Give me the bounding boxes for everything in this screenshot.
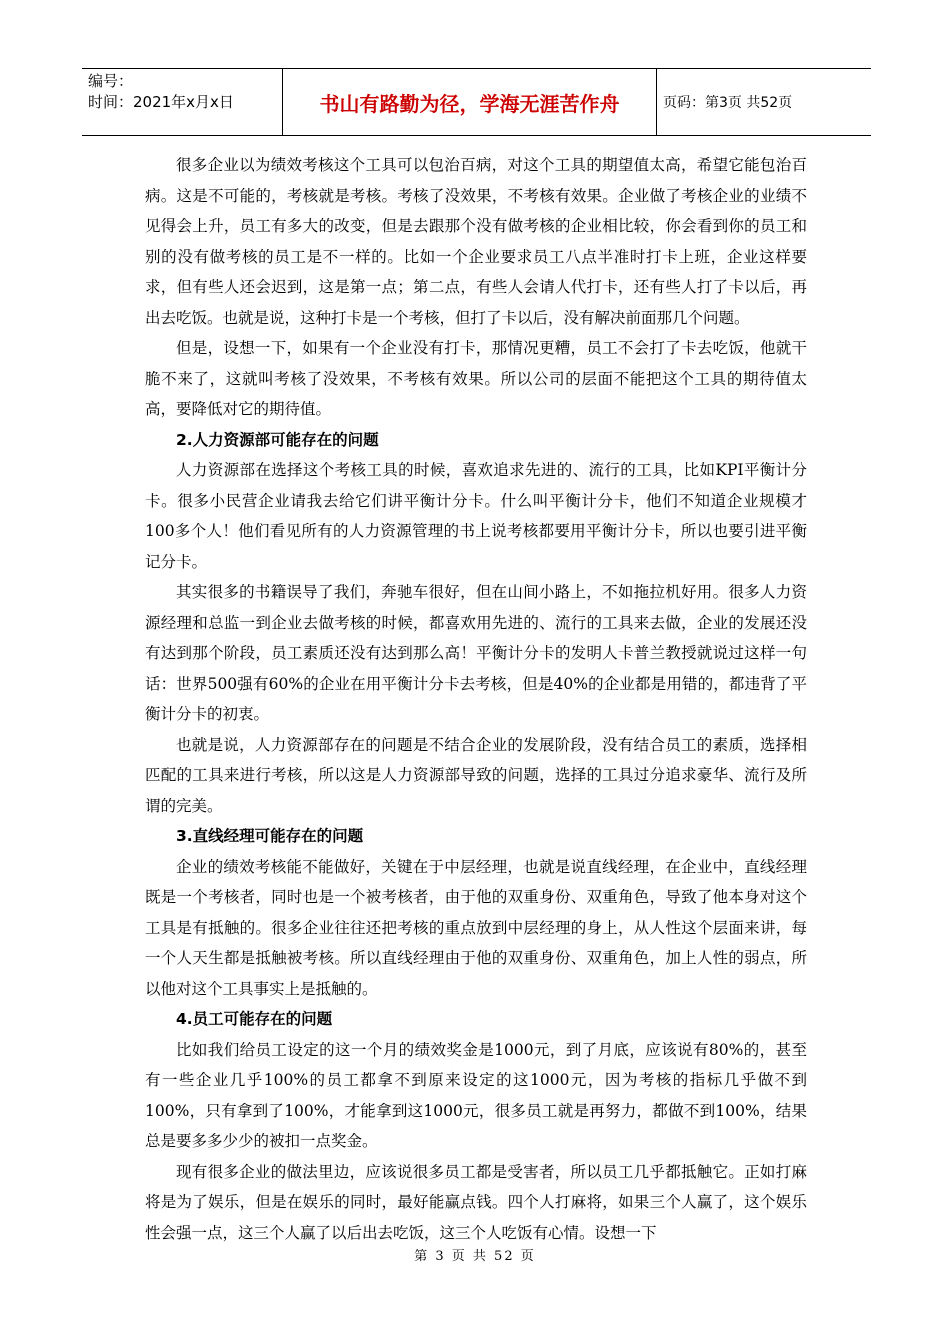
paragraph: 但是，设想一下，如果有一个企业没有打卡，那情况更糟，员工不会打了卡去吃饭，他就干脆不来了，这就叫考核了没效果，不考核有效果。所以公司的层面不能把这个工具的期待值太高，要降低对它的期待值。 [145,339,807,418]
paragraph: 比如我们给员工设定的这一个月的绩效奖金是1000元，到了月底，应该说有80%的，甚至有一些企业几乎100%的员工都拿不到原来设定的这1000元，因为考核的指标几乎做不到100%，只有拿到了100%，才能拿到这1000元，很多员工就是再努力，都做不到100%，结果总是要多多少少的被扣一点奖金。 [145,1040,807,1150]
header-page-info: 页码：第3页 共52页 [663,95,793,111]
document-number-label: 编号： [88,72,134,90]
paragraph: 人力资源部在选择这个考核工具的时候，喜欢追求先进的、流行的工具，比如KPI平衡计分卡。很多小民营企业请我去给它们讲平衡计分卡。什么叫平衡计分卡，他们不知道企业规模才100多个人！他们看见所有的人力资源管理的书上说考核都要用平衡计分卡，所以也要引进平衡记分卡。 [145,461,807,571]
page-footer: 第 3 页 共 52 页 [414,1249,536,1264]
page-header [82,68,871,136]
paragraph: 现有很多企业的做法里边，应该说很多员工都是受害者，所以员工几乎都抵触它。正如打麻将是为了娱乐，但是在娱乐的同时，最好能赢点钱。四个人打麻将，如果三个人赢了，这个娱乐性会强一点，这三个人赢了以后出去吃饭，这三个人吃饭有心情。设想一下 [145,1162,807,1242]
section-heading: 2.人力资源部可能存在的问题 [176,430,379,449]
document-body [145,150,807,1248]
paragraph: 很多企业以为绩效考核这个工具可以包治百病，对这个工具的期望值太高，希望它能包治百病。这是不可能的，考核就是考核。考核了没效果，不考核有效果。企业做了考核企业的业绩不见得会上升，员工有多大的改变，但是去跟那个没有做考核的企业相比较，你会看到你的员工和别的没有做考核的员工是不一样的。比如一个企业要求员工八点半准时打卡上班，企业这样要求，但有些人还会迟到，这是第一点；第二点，有些人会请人代打卡，还有些人打了卡以后，再出去吃饭。也就是说，这种打卡是一个考核，但打了卡以后，没有解决前面那几个问题。 [145,156,807,327]
header-motto: 书山有路勤为径，学海无涯苦作舟 [282,69,657,135]
document-date: 时间：2021年x月x日 [88,93,234,111]
section-heading: 3.直线经理可能存在的问题 [176,827,364,845]
section-heading: 4.员工可能存在的问题 [176,1010,333,1028]
paragraph: 其实很多的书籍误导了我们，奔驰车很好，但在山间小路上，不如拖拉机好用。很多人力资源经理和总监一到企业去做考核的时候，都喜欢用先进的、流行的工具来去做，企业的发展还没有达到那个阶段，员工素质还没有达到那么高！平衡计分卡的发明人卡普兰教授就说过这样一句话：世界500强有60%的企业在用平衡计分卡去考核，但是40%的企业都是用错的，都违背了平衡计分卡的初衷。 [145,583,807,723]
header-meta [82,69,282,135]
paragraph: 也就是说，人力资源部存在的问题是不结合企业的发展阶段，没有结合员工的素质，选择相匹配的工具来进行考核，所以这是人力资源部导致的问题，选择的工具过分追求豪华、流行及所谓的完美。 [145,735,807,815]
paragraph: 企业的绩效考核能不能做好，关键在于中层经理，也就是说直线经理，在企业中，直线经理既是一个考核者，同时也是一个被考核者，由于他的双重身份、双重角色，导致了他本身对这个工具是有抵触的。很多企业往往还把考核的重点放到中层经理的身上，从人性这个层面来讲，每一个人天生都是抵触被考核。所以直线经理由于他的双重身份、双重角色，加上人性的弱点，所以他对这个工具事实上是抵触的。 [145,857,807,998]
